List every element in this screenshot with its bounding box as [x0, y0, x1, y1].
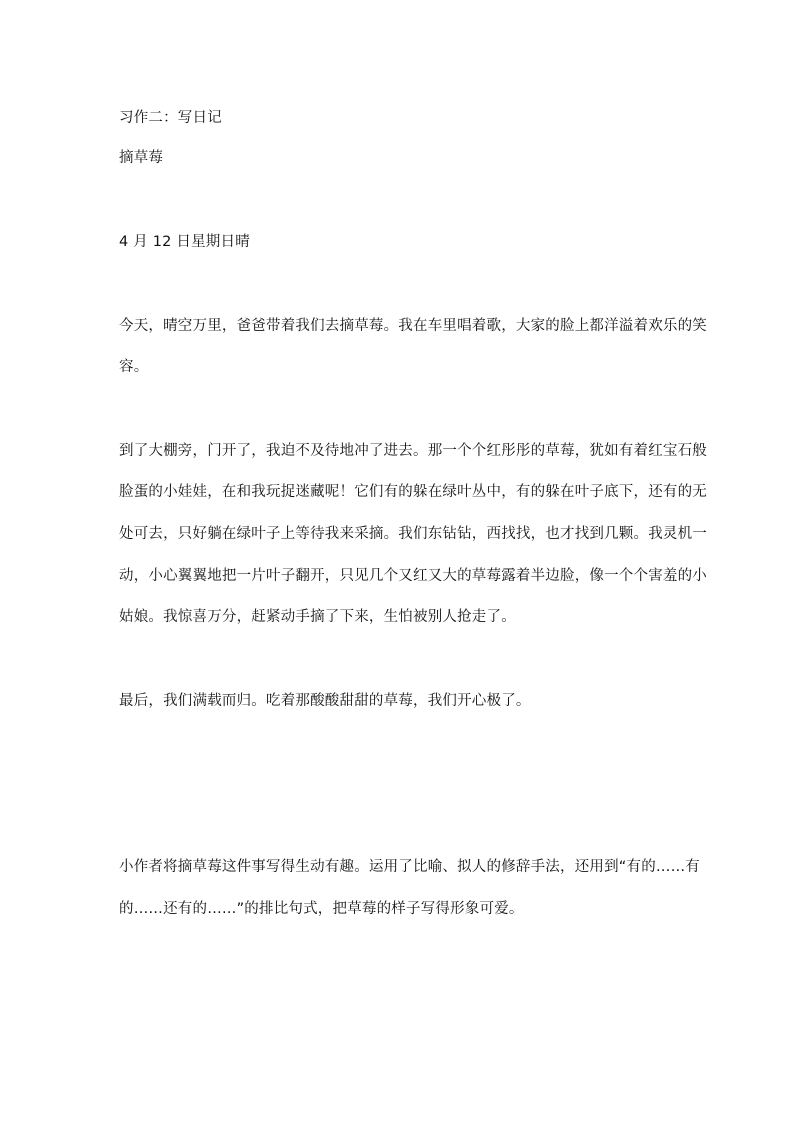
- paragraph-2-line-3: 处可去，只好躺在绿叶子上等待我来采摘。我们东钻钻，西找找，也才找到几颗。我灵机一: [119, 526, 707, 542]
- essay-title: 摘草莓: [119, 150, 164, 166]
- paragraph-2-line-2: 脸蛋的小娃娃，在和我玩捉迷藏呢！它们有的躲在绿叶丛中，有的躲在叶子底下，还有的无: [119, 484, 707, 500]
- paragraph-1-line-1: 今天，晴空万里，爸爸带着我们去摘草莓。我在车里唱着歌，大家的脸上都洋溢着欢乐的笑: [119, 318, 707, 334]
- paragraph-3-line-1: 最后，我们满载而归。吃着那酸酸甜甜的草莓，我们开心极了。: [119, 693, 531, 709]
- paragraph-2-line-4: 动，小心翼翼地把一片叶子翻开，只见几个又红又大的草莓露着半边脸，像一个个害羞的小: [119, 568, 707, 584]
- paragraph-2-line-1: 到了大棚旁，门开了，我迫不及待地冲了进去。那一个个红彤彤的草莓，犹如有着红宝石般: [119, 443, 707, 459]
- comment-line-1: 小作者将摘草莓这件事写得生动有趣。运用了比喻、拟人的修辞手法，还用到“有的……有: [119, 859, 701, 875]
- comment-line-2: 的……还有的……”的排比句式，把草莓的样子写得形象可爱。: [119, 901, 524, 917]
- date-line: 4 月 12 日星期日晴: [119, 234, 250, 250]
- paragraph-1-line-2: 容。: [119, 359, 149, 375]
- paragraph-2-line-5: 姑娘。我惊喜万分，赶紧动手摘了下来，生怕被别人抢走了。: [119, 609, 516, 625]
- section-heading: 习作二：写日记: [119, 110, 222, 126]
